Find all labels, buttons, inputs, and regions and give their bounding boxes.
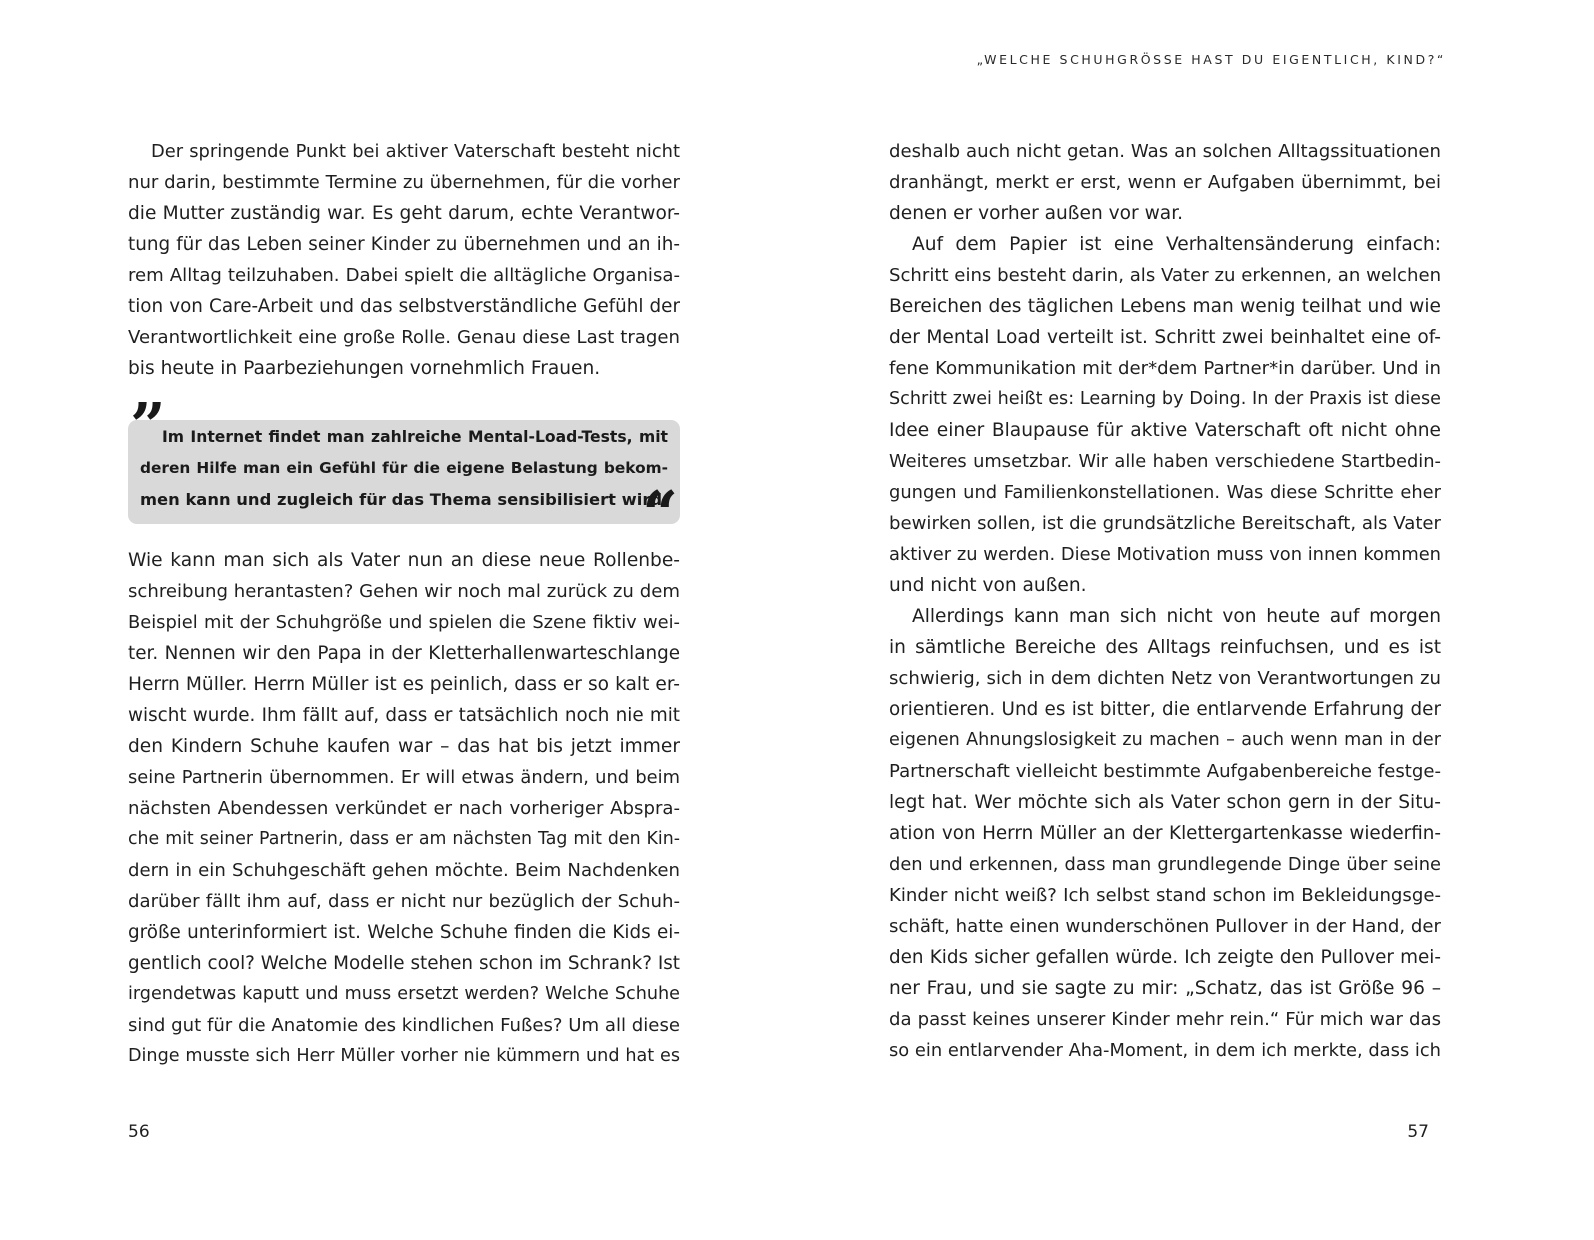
text-line: orientieren. Und es ist bitter, die entlarvende Erfahrung der: [889, 699, 1441, 720]
text-line: in sämtliche Bereiche des Alltags reinfuchsen, und es ist: [889, 637, 1441, 658]
paragraph: [128, 545, 680, 1072]
text-line: Allerdings kann man sich nicht von heute auf morgen: [912, 606, 1441, 627]
text-line: ter. Nennen wir den Papa in der Kletterhallenwarteschlange: [128, 643, 680, 664]
text-line: Verantwortlichkeit eine große Rolle. Genau diese Last tragen: [128, 327, 680, 348]
text-line: irgendetwas kaputt und muss ersetzt werden? Welche Schuhe: [128, 984, 680, 1004]
text-line: ner Frau, und sie sagte zu mir: „Schatz, das ist Größe 96 –: [889, 978, 1441, 999]
text-line: bewirken sollen, ist die grundsätzliche Bereitschaft, als Vater: [889, 513, 1441, 534]
text-line: größe unterinformiert ist. Welche Schuhe finden die Kids ei-: [128, 922, 680, 943]
page-number: 56: [128, 1122, 150, 1142]
pull-quote-line: deren Hilfe man ein Gefühl für die eigene Belastung bekom-: [140, 459, 668, 477]
pull-quote-line: Im Internet findet man zahlreiche Mental-Load-Tests, mit: [162, 428, 668, 446]
text-line: seine Partnerin übernommen. Er will etwas ändern, und beim: [128, 767, 680, 788]
text-line: tion von Care-Arbeit und das selbstverständliche Gefühl der: [128, 296, 680, 317]
text-line: nur darin, bestimmte Termine zu übernehmen, für die vorher: [128, 172, 680, 193]
paragraph: [889, 229, 1441, 601]
text-line: Schritt eins besteht darin, als Vater zu erkennen, an welchen: [889, 265, 1441, 286]
text-line: gungen und Familienkonstellationen. Was diese Schritte eher: [889, 482, 1441, 503]
text-line: da passt keines unserer Kinder mehr rein.“ Für mich war das: [889, 1009, 1441, 1030]
text-line: denen er vorher außen vor war.: [889, 203, 1184, 224]
text-line: nächsten Abendessen verkündet er nach vorheriger Abspra-: [128, 798, 680, 819]
text-line: wischt wurde. Ihm fällt auf, dass er tatsächlich noch nie mit: [128, 705, 680, 726]
text-line: che mit seiner Partnerin, dass er am nächsten Tag mit den Kin-: [128, 829, 680, 849]
text-line: rem Alltag teilzuhaben. Dabei spielt die alltägliche Organisa-: [128, 265, 680, 286]
right-text-column: [889, 136, 1441, 1066]
pull-quote-line: men kann und zugleich für das Thema sensibilisiert wird.: [140, 490, 669, 509]
text-line: Weiteres umsetzbar. Wir alle haben verschiedene Startbedin-: [889, 451, 1441, 472]
text-line: Bereichen des täglichen Lebens man wenig teilhat und wie: [889, 296, 1441, 317]
text-line: Herrn Müller. Herrn Müller ist es peinlich, dass er so kalt er-: [128, 674, 680, 695]
text-line: Schritt zwei heißt es: Learning by Doing. In der Praxis ist diese: [889, 389, 1441, 409]
text-line: den Kids sicher gefallen würde. Ich zeigte den Pullover mei-: [889, 947, 1441, 968]
text-line: bis heute in Paarbeziehungen vornehmlich Frauen.: [128, 358, 601, 379]
text-line: legt hat. Wer möchte sich als Vater schon gern in der Situ-: [889, 792, 1441, 813]
text-line: Idee einer Blaupause für aktive Vaterschaft oft nicht ohne: [889, 420, 1441, 441]
text-line: aktiver zu werden. Diese Motivation muss von innen kommen: [889, 544, 1441, 565]
paragraph: [889, 601, 1441, 1066]
left-text-column: [128, 136, 680, 1072]
text-line: Wie kann man sich als Vater nun an diese neue Rollenbe-: [128, 550, 680, 571]
text-line: gentlich cool? Welche Modelle stehen schon im Schrank? Ist: [128, 953, 680, 974]
text-line: der Mental Load verteilt ist. Schritt zwei beinhaltet eine of-: [889, 327, 1441, 348]
closing-quote-icon: “: [642, 477, 678, 550]
text-line: schwierig, sich in dem dichten Netz von Verantwortungen zu: [889, 668, 1441, 689]
text-line: Auf dem Papier ist eine Verhaltensänderung einfach:: [912, 234, 1441, 255]
text-line: Der springende Punkt bei aktiver Vaterschaft besteht nicht: [151, 141, 680, 162]
text-line: tung für das Leben seiner Kinder zu übernehmen und an ih-: [128, 234, 680, 255]
pull-quote: [128, 389, 680, 550]
text-line: schreibung herantasten? Gehen wir noch mal zurück zu dem: [128, 581, 680, 602]
text-line: und nicht von außen.: [889, 575, 1087, 596]
text-line: fene Kommunikation mit der*dem Partner*in darüber. Und in: [889, 358, 1441, 379]
text-line: darüber fällt ihm auf, dass er nicht nur bezüglich der Schuh-: [128, 891, 680, 912]
text-line: so ein entlarvender Aha-Moment, in dem ich merkte, dass ich: [889, 1040, 1441, 1061]
text-line: Partnerschaft vielleicht bestimmte Aufgabenbereiche festge-: [889, 761, 1441, 782]
text-line: die Mutter zuständig war. Es geht darum, echte Verantwor-: [128, 203, 680, 224]
text-line: den Kindern Schuhe kaufen war – das hat bis jetzt immer: [128, 736, 680, 757]
paragraph: [128, 136, 680, 384]
paragraph: [889, 136, 1441, 229]
text-line: ation von Herrn Müller an der Klettergartenkasse wiederfin-: [889, 823, 1441, 844]
text-line: dranhängt, merkt er erst, wenn er Aufgaben übernimmt, bei: [889, 172, 1441, 193]
text-line: Dinge musste sich Herr Müller vorher nie kümmern und hat es: [128, 1046, 680, 1066]
text-line: Beispiel mit der Schuhgröße und spielen die Szene fiktiv wei-: [128, 612, 680, 633]
text-line: sind gut für die Anatomie des kindlichen Fußes? Um all diese: [128, 1015, 680, 1036]
text-line: dern in ein Schuhgeschäft gehen möchte. Beim Nachdenken: [128, 860, 680, 881]
opening-quote-icon: ”: [130, 389, 166, 462]
text-line: deshalb auch nicht getan. Was an solchen Alltagssituationen: [889, 141, 1441, 162]
text-line: den und erkennen, dass man grundlegende Dinge über seine: [889, 854, 1441, 875]
text-line: eigenen Ahnungslosigkeit zu machen – auch wenn man in der: [889, 730, 1441, 750]
text-line: schäft, hatte einen wunderschönen Pullover in der Hand, der: [889, 916, 1441, 937]
page-number: 57: [1407, 1122, 1429, 1142]
right-page: [797, 0, 1594, 1240]
text-line: Kinder nicht weiß? Ich selbst stand schon im Bekleidungsge-: [889, 885, 1441, 906]
running-head: „WELCHE SCHUHGRÖSSE HAST DU EIGENTLICH, KIND?“: [976, 52, 1446, 67]
